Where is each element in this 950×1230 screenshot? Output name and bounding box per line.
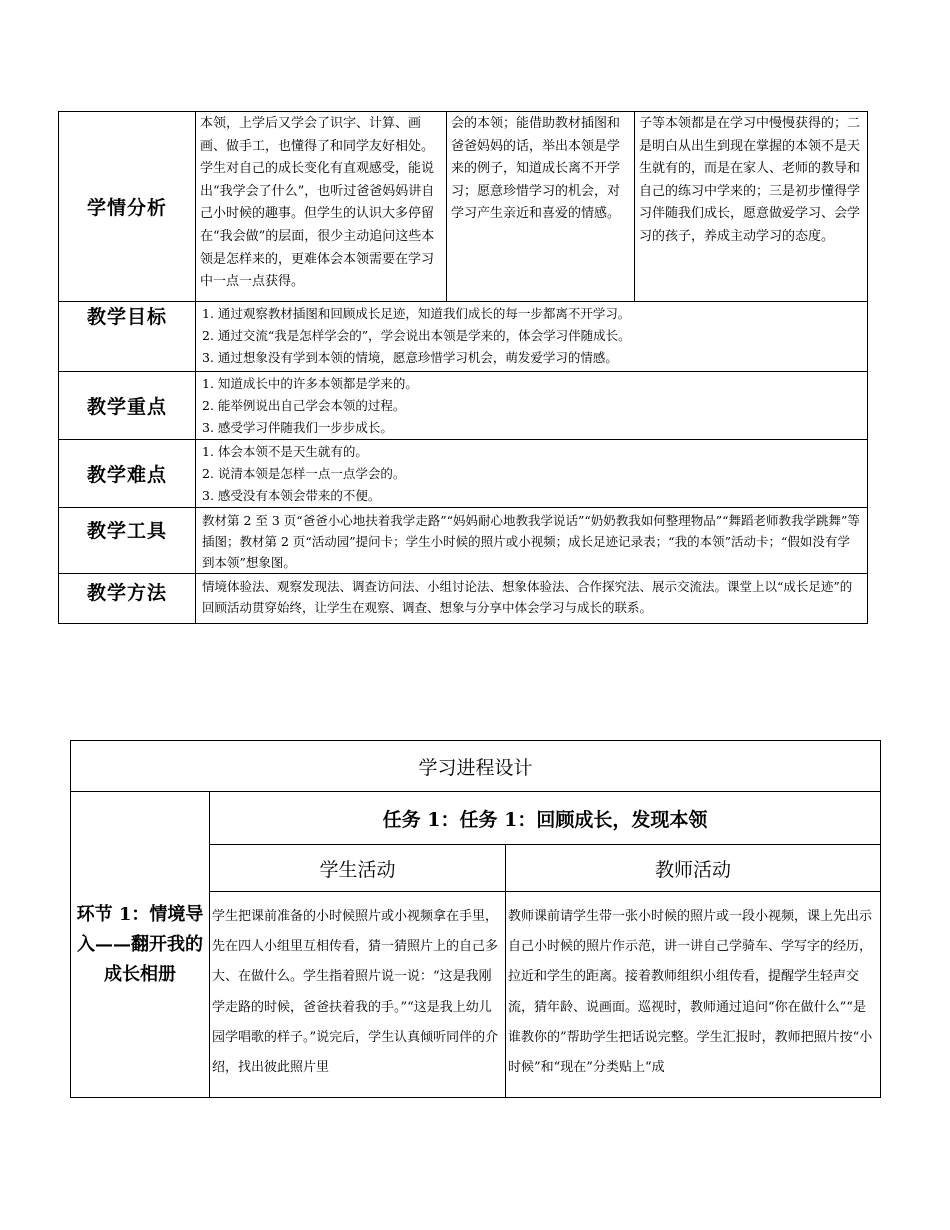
row-label-teaching-tools: 教学工具 (59, 508, 196, 574)
teaching-analysis-table (58, 111, 868, 624)
list-item: 3. 通过想象没有学到本领的情境，愿意珍惜学习机会，萌发爱学习的情感。 (202, 350, 618, 365)
list-item: 2. 通过交流“我是怎样学会的”，学会说出本领是学来的，体会学习伴随成长。 (202, 328, 631, 343)
table-row (59, 574, 868, 624)
key-points-cell (196, 372, 868, 440)
row-label-teaching-goals: 教学目标 (59, 302, 196, 372)
learning-process-table (70, 740, 881, 1098)
table-row (71, 792, 881, 845)
table-row (59, 112, 868, 302)
row-label-learning-analysis: 学情分析 (59, 112, 196, 302)
table-row (59, 440, 868, 508)
list-item: 2. 能举例说出自己学会本领的过程。 (202, 398, 406, 413)
task-title: 任务 1：任务 1：回顾成长，发现本领 (210, 792, 881, 845)
segment-label: 环节 1：情境导入——翻开我的成长相册 (71, 792, 210, 1098)
teacher-activity-cell: 教师课前请学生带一张小时候的照片或一段小视频，课上先出示自己小时候的照片作示范，讲一讲自己学骑车、学写字的经历，拉近和学生的距离。接着教师组织小组传看，提醒学生轻声交流，猜年龄、说画面。巡视时，教师通过追问“你在做什么”“是谁教你的”帮助学生把话说完整。学生汇报时，教师把照片按“小时候”和“现在”分类贴上“成 (506, 892, 881, 1098)
table-row (59, 372, 868, 440)
teaching-goals-cell (196, 302, 868, 372)
learning-analysis-cell-1: 本领，上学后又学会了识字、计算、画画、做手工，也懂得了和同学友好相处。学生对自己的成长变化有直观感受，能说出“我学会了什么”，也听过爸爸妈妈讲自己小时候的趣事。但学生的认识大多停留在“我会做”的层面，很少主动追问这些本领是怎样来的，更难体会本领需要在学习中一点一点获得。 (196, 112, 447, 302)
row-label-key-points: 教学重点 (59, 372, 196, 440)
list-item: 3. 感受没有本领会带来的不便。 (202, 488, 381, 503)
list-item: 1. 体会本领不是天生就有的。 (202, 444, 368, 459)
teacher-activity-header: 教师活动 (506, 845, 881, 892)
learning-analysis-cell-2: 会的本领；能借助教材插图和爸爸妈妈的话，举出本领是学来的例子，知道成长离不开学习；愿意珍惜学习的机会，对学习产生亲近和喜爱的情感。 (447, 112, 635, 302)
list-item: 2. 说清本领是怎样一点一点学会的。 (202, 466, 406, 481)
row-label-teaching-methods: 教学方法 (59, 574, 196, 624)
difficulties-cell (196, 440, 868, 508)
learning-analysis-cell-3: 子等本领都是在学习中慢慢获得的；二是明白从出生到现在掌握的本领不是天生就有的，而是在家人、老师的教导和自己的练习中学来的；三是初步懂得学习伴随我们成长，愿意做爱学习、会学习的孩子，养成主动学习的态度。 (635, 112, 868, 302)
list-item: 1. 通过观察教材插图和回顾成长足迹，知道我们成长的每一步都离不开学习。 (202, 306, 631, 321)
student-activity-cell: 学生把课前准备的小时候照片或小视频拿在手里，先在四人小组里互相传看，猜一猜照片上的自己多大、在做什么。学生指着照片说一说：“这是我刚学走路的时候，爸爸扶着我的手。”“这是我上幼儿园学唱歌的样子。”说完后，学生认真倾听同伴的介绍，找出彼此照片里 (210, 892, 506, 1098)
table-row (59, 508, 868, 574)
teaching-methods-cell: 情境体验法、观察发现法、调查访问法、小组讨论法、想象体验法、合作探究法、展示交流法。课堂上以“成长足迹”的回顾活动贯穿始终，让学生在观察、调查、想象与分享中体会学习与成长的联系。 (196, 574, 868, 624)
row-label-difficulties: 教学难点 (59, 440, 196, 508)
process-design-title: 学习进程设计 (71, 741, 881, 792)
table-row (59, 302, 868, 372)
teaching-tools-cell: 教材第 2 至 3 页“爸爸小心地扶着我学走路”“妈妈耐心地教我学说话”“奶奶教我如何整理物品”“舞蹈老师教我学跳舞”等插图；教材第 2 页“活动园”提问卡；学生小时候的照片或小视频；成长足迹记录表；“我的本领”活动卡；“假如没有学到本领”想象图。 (196, 508, 868, 574)
list-item: 1. 知道成长中的许多本领都是学来的。 (202, 376, 418, 391)
table-row (71, 741, 881, 792)
student-activity-header: 学生活动 (210, 845, 506, 892)
list-item: 3. 感受学习伴随我们一步步成长。 (202, 420, 393, 435)
